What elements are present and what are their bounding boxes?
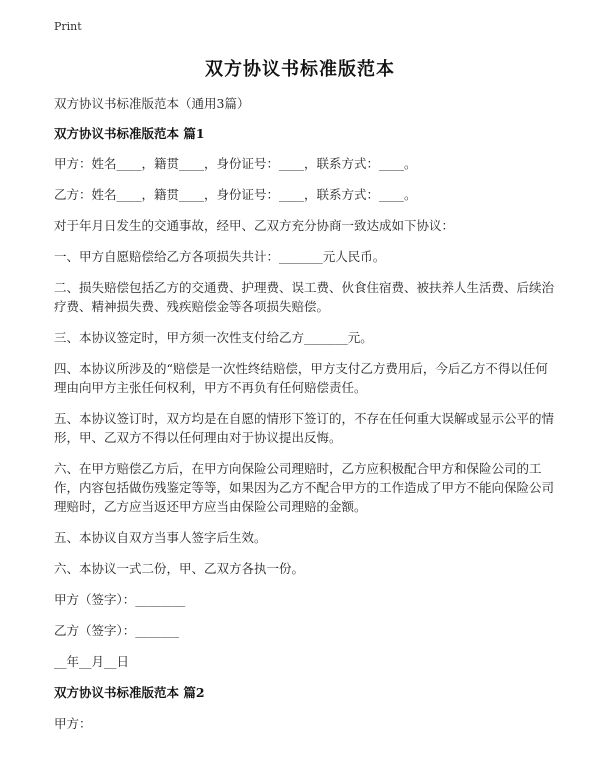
- section-heading-1: 双方协议书标准版范本 篇1: [54, 126, 205, 141]
- clause-1: 一、甲方自愿赔偿给乙方各项损失共计：_______元人民币。: [54, 249, 386, 264]
- signature-party-b: 乙方（签字）：_______: [54, 623, 180, 638]
- document-body: [54, 94, 554, 733]
- clause-5: 五、本协议签订时，双方均是在自愿的情形下签订的，不存在任何重大误解或显示公平的情形，甲、乙双方不得以任何理由对于协议提出反悔。: [54, 411, 555, 445]
- clause-4: 四、本协议所涉及的“赔偿是一次性终结赔偿，甲方支付乙方费用后，今后乙方不得以任何理由向甲方主张任何权利，甲方不再负有任何赔偿责任。: [54, 361, 548, 395]
- signature-party-a: 甲方（签字）：________: [54, 592, 186, 607]
- document-title: 双方协议书标准版范本: [205, 59, 395, 80]
- clause-8: 六、本协议一式二份，甲、乙双方各执一份。: [54, 561, 305, 576]
- party-b-info: 乙方：姓名____，籍贯____，身份证号：____，联系方式：____。: [54, 187, 417, 202]
- signature-date: __年__月__日: [54, 654, 130, 669]
- clause-2: 二、损失赔偿包括乙方的交通费、护理费、误工费、伙食住宿费、被扶养人生活费、后续治疗费、精神损失费、残疾赔偿金等各项损失赔偿。: [54, 280, 555, 314]
- section-heading-2: 双方协议书标准版范本 篇2: [54, 685, 205, 700]
- clause-6: 六、在甲方赔偿乙方后，在甲方向保险公司理赔时，乙方应积极配合甲方和保险公司的工作，内容包括做伤残鉴定等等，如果因为乙方不配合甲方的工作造成了甲方不能向保险公司理赔时，乙方应当返还甲方应当由保险公司理赔的金额。: [54, 461, 555, 514]
- document-subtitle: 双方协议书标准版范本（通用3篇）: [54, 96, 250, 111]
- clause-3: 三、本协议签定时，甲方须一次性支付给乙方_______元。: [54, 330, 373, 345]
- clause-7: 五、本协议自双方当事人签字后生效。: [54, 530, 267, 545]
- agreement-intro: 对于年月日发生的交通事故，经甲、乙双方充分协商一致达成如下协议：: [54, 218, 455, 233]
- party-a-info: 甲方：姓名____，籍贯____，身份证号：____，联系方式：____。: [54, 156, 417, 171]
- print-link[interactable]: Print: [54, 20, 82, 33]
- section-2-party-a: 甲方：: [54, 716, 92, 731]
